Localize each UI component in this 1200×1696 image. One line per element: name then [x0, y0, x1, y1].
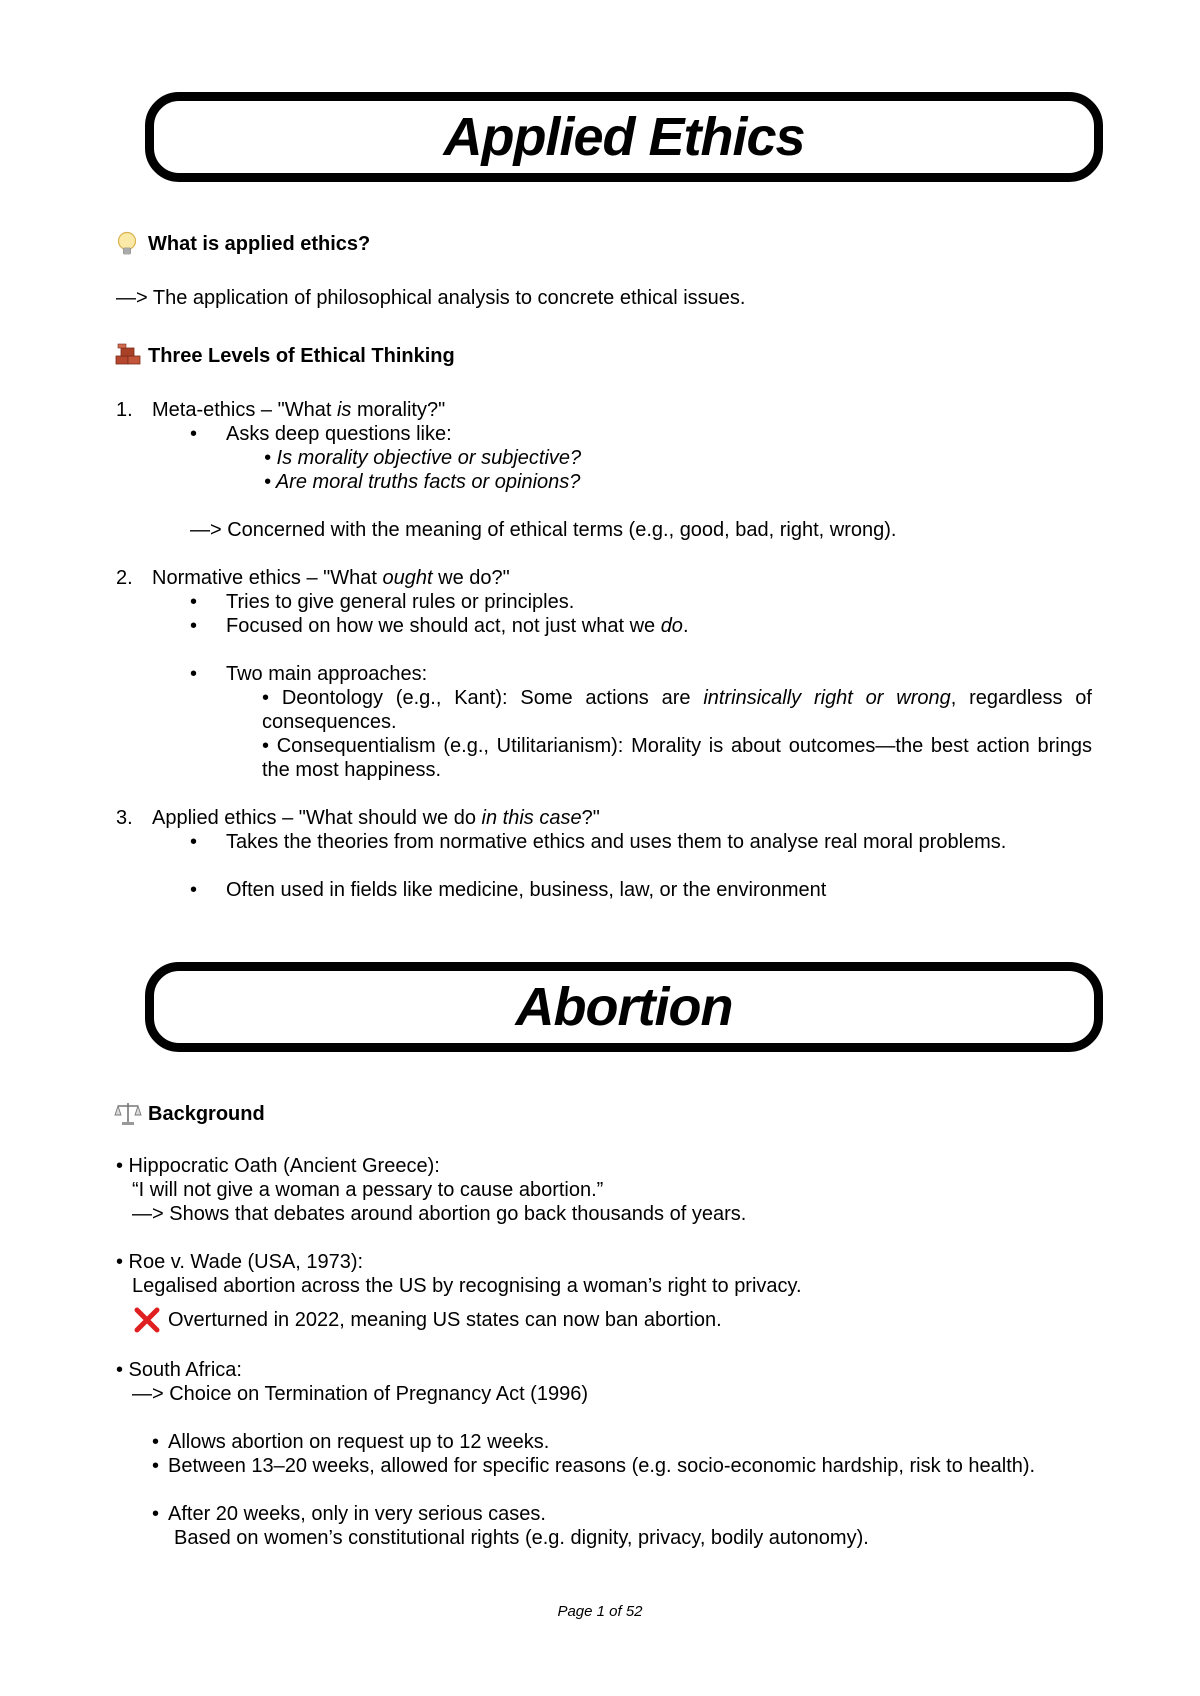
list-item: • — [190, 423, 198, 445]
applied-bullet-2: Often used in fields like medicine, business, law, or the environment — [226, 879, 827, 901]
list-item: • — [152, 1431, 160, 1453]
answer-text: —> The application of philosophical analysis to concrete ethical issues. — [116, 287, 746, 309]
meta-note: —> Concerned with the meaning of ethical terms (e.g., good, bad, right, wrong). — [190, 519, 897, 541]
deontology-em: intrinsically right or wrong — [703, 687, 951, 709]
deontology-text — [262, 686, 1092, 734]
normative-pre: Normative ethics – "What — [152, 567, 383, 589]
consequentialism-text: • Consequentialism (e.g., Utilitarianism): Morality is about outcomes—the best action brings the most happiness. — [262, 735, 1092, 781]
normative-ethics-title — [152, 566, 510, 590]
title-banner-abortion — [145, 962, 1103, 1052]
normative-bullet-3: Two main approaches: — [226, 663, 428, 685]
roe-v-wade-line-1: • Roe v. Wade (USA, 1973): — [116, 1251, 364, 1273]
normative-b2-pre: Focused on how we should act, not just what we — [226, 615, 661, 637]
meta-ethics-title — [152, 398, 445, 422]
roe-v-wade-line-2: Legalised abortion across the US by recognising a woman’s right to privacy. — [132, 1275, 802, 1297]
deontology-post: , regardless of consequences. — [262, 687, 1092, 733]
south-africa-bullet-2: Between 13–20 weeks, allowed for specific reasons (e.g. socio-economic hardship, risk to health). — [168, 1455, 1036, 1477]
deontology-pre: • Deontology (e.g., Kant): Some actions are — [262, 687, 704, 709]
normative-bullet-1: Tries to give general rules or principles. — [226, 591, 575, 613]
list-number-3: 3. — [116, 807, 133, 829]
page-number-footer: Page 1 of 52 — [557, 1603, 643, 1620]
hippocratic-oath-line-2: “I will not give a woman a pessary to cause abortion.” — [132, 1179, 604, 1201]
meta-bullet-1: Asks deep questions like: — [226, 423, 452, 445]
applied-post: ?" — [581, 807, 600, 829]
meta-ethics-em: is — [336, 399, 352, 421]
normative-bullet-2 — [226, 614, 689, 638]
hippocratic-oath-line-3: —> Shows that debates around abortion go back thousands of years. — [132, 1203, 747, 1225]
question-text: What is applied ethics? — [148, 233, 371, 255]
roe-v-wade-line-3 — [132, 1306, 722, 1334]
section-heading-background — [114, 1100, 265, 1128]
meta-question-1: • Is morality objective or subjective? — [264, 447, 582, 469]
list-item: • — [190, 831, 198, 853]
applied-em: in this case — [481, 807, 582, 829]
section-heading-what-is — [114, 230, 370, 258]
meta-ethics-pre: Meta-ethics – "What — [152, 399, 337, 421]
three-levels-heading: Three Levels of Ethical Thinking — [148, 345, 455, 367]
normative-post: we do?" — [432, 567, 510, 589]
south-africa-bullet-3: After 20 weeks, only in very serious cases. — [168, 1503, 546, 1525]
list-item: • — [190, 663, 198, 685]
applied-pre: Applied ethics – "What should we do — [152, 807, 482, 829]
south-africa-bullet-1: Allows abortion on request up to 12 weeks. — [168, 1431, 550, 1453]
normative-b2-em: do — [660, 615, 683, 637]
list-item: • — [152, 1455, 160, 1477]
meta-question-2: • Are moral truths facts or opinions? — [264, 471, 581, 493]
south-africa-note: Based on women’s constitutional rights (e.g. dignity, privacy, bodily autonomy). — [174, 1527, 869, 1549]
background-heading: Background — [148, 1103, 265, 1125]
south-africa-line-1: • South Africa: — [116, 1359, 242, 1381]
list-item: • — [152, 1503, 160, 1525]
list-item: • — [190, 615, 198, 637]
roe-overturned-text: Overturned in 2022, meaning US states can now ban abortion. — [168, 1309, 722, 1331]
page-title: Applied Ethics — [443, 107, 805, 167]
scales-icon — [114, 1100, 140, 1128]
lightbulb-icon — [114, 230, 140, 258]
south-africa-line-2: —> Choice on Termination of Pregnancy Act (1996) — [132, 1383, 588, 1405]
cross-mark-icon — [132, 1306, 162, 1334]
normative-em: ought — [382, 567, 433, 589]
list-number-2: 2. — [116, 567, 133, 589]
list-item: • — [190, 879, 198, 901]
list-number-1: 1. — [116, 399, 133, 421]
hippocratic-oath-line-1: • Hippocratic Oath (Ancient Greece): — [116, 1155, 440, 1177]
section-title-abortion: Abortion — [515, 977, 733, 1037]
title-banner-applied-ethics — [145, 92, 1103, 182]
applied-ethics-title — [152, 806, 600, 830]
bricks-icon — [114, 342, 140, 370]
applied-bullet-1: Takes the theories from normative ethics and uses them to analyse real moral problems. — [226, 831, 1007, 853]
section-heading-three-levels — [114, 342, 455, 370]
list-item: • — [190, 591, 198, 613]
meta-ethics-post: morality?" — [351, 399, 446, 421]
normative-b2-post: . — [682, 615, 689, 637]
